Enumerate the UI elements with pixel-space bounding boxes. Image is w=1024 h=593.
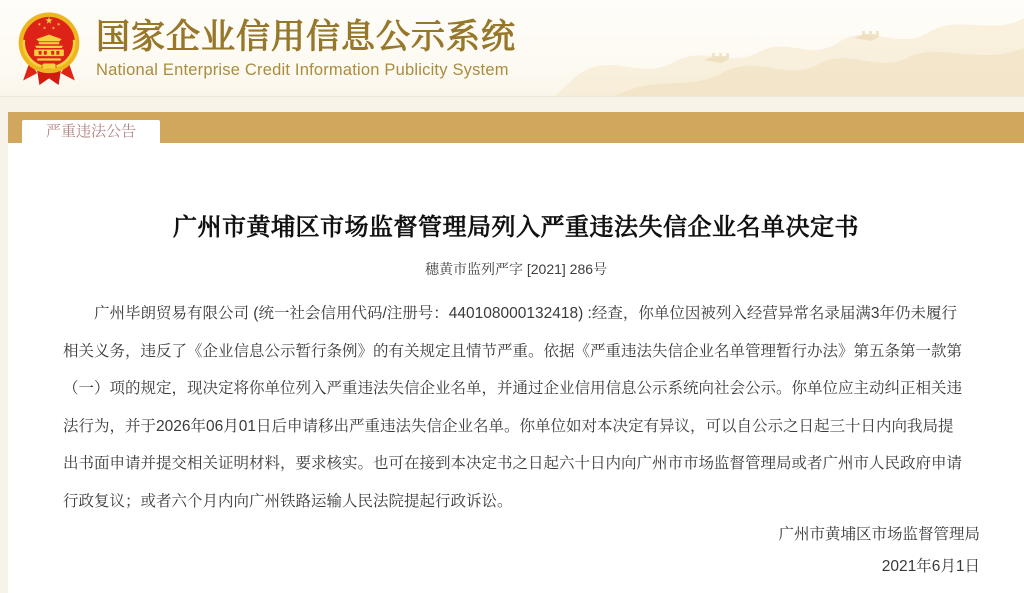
site-title: 国家企业信用信息公示系统: [96, 18, 516, 57]
document-number: 穗黄市监列严字 [2021] 286号: [424, 261, 608, 277]
tab-bar: [8, 112, 1024, 143]
document-title: 广州市黄埔区市场监督管理局列入严重违法失信企业名单决定书: [173, 214, 859, 241]
document-body-text: 广州毕朗贸易有限公司 (统一社会信用代码/注册号：440108000132418) :经查，你单位因被列入经营异常名录届满3年仍未履行相关义务，违反了《企业信息公示暂行条例》的有关规定且情节严重。依据《严重违法失信企业名单管理暂行办法》第五条第一款第（一）项的规定，现决定将你单位列入严重违法失信企业名单，并通过企业信用信息公示系统向社会公示。你单位应主动纠正相关违法行为，并于2026年06月01日后申请移出严重违法失信企业名单。你单位如对本决定有异议，可以自公示之日起三十日内向我局提出书面申请并提交相关证明材料，要求核实。也可在接到本决定书之日起六十日内向广州市市场监督管理局或者广州市人民政府申请行政复议；或者六个月内向广州铁路运输人民法院提起行政诉讼。: [63, 305, 963, 510]
national-emblem-icon: [12, 8, 86, 88]
tab-serious-violation-announcement[interactable]: 严重违法公告: [22, 120, 160, 143]
signature-block: [8, 520, 1024, 583]
header-gap-strip: [0, 97, 1024, 112]
home-logo-link[interactable]: [0, 8, 516, 88]
site-subtitle: National Enterprise Credit Information Publicity System: [96, 60, 509, 79]
issue-date: 2021年6月1日: [881, 558, 980, 575]
site-header: [0, 0, 1024, 97]
announcement-panel: [8, 143, 1024, 593]
great-wall-watermark-art: [554, 0, 1024, 97]
issuing-authority: 广州市黄埔区市场监督管理局: [778, 526, 980, 543]
